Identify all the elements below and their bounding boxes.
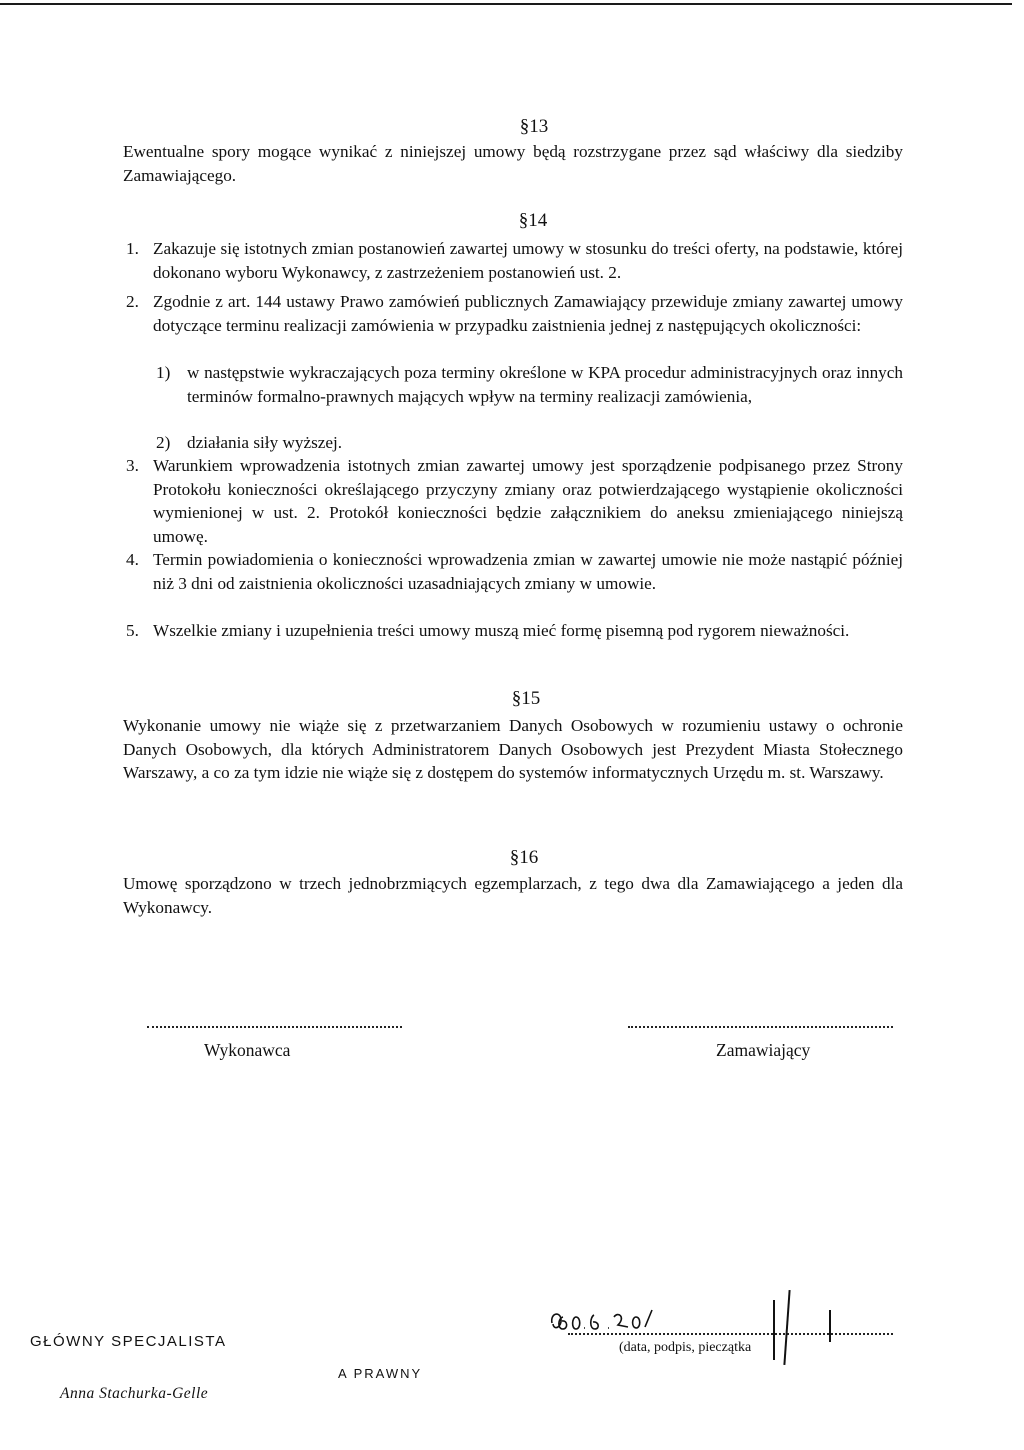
s14-p4-text: Termin powiadomienia o konieczności wprowadzenia zmian w zawartej umowie nie może nastąpić później niż 3 dni od zaistnienia okoliczności uzasadniających zmiany w umowie. xyxy=(153,550,903,593)
section-15-heading: §15 xyxy=(511,688,541,709)
s14-p2-text: Zgodnie z art. 144 ustawy Prawo zamówień publicznych Zamawiający przewiduje zmiany zawartej umowy dotyczące terminu realizacji zamówienia w przypadku zaistnienia jednej z następujących okoliczności: xyxy=(153,292,903,335)
section-15-text: Wykonanie umowy nie wiąże się z przetwarzaniem Danych Osobowych w rozumieniu ustawy o ochronie Danych Osobowych, dla których Administratorem Danych Osobowych jest Prezydent Miasta Stołecznego Warszawy, a co za tym idzie nie wiąże się z dostępem do systemów informatycznych Urzędu m. st. Warszawy. xyxy=(123,716,903,782)
s14-item2-text: działania siły wyższej. xyxy=(187,433,343,452)
contractor-signature-line xyxy=(147,1026,402,1028)
section-13-heading: §13 xyxy=(519,116,549,137)
contractor-label: Wykonawca xyxy=(204,1040,291,1060)
date-caption: (data, podpis, pieczątka xyxy=(619,1340,752,1355)
section-16-text: Umowę sporządzono w trzech jednobrzmiących egzemplarzach, z tego dwa dla Zamawiającego a jeden dla Wykonawcy. xyxy=(123,874,903,917)
top-border-line xyxy=(0,3,1012,5)
section-16-heading: §16 xyxy=(509,847,539,868)
stamp-mark xyxy=(829,1310,831,1342)
stamp-border-right xyxy=(783,1290,790,1365)
stamp-name: Anna Stachurka-Gelle xyxy=(60,1385,209,1402)
s14-p2-number: 2. xyxy=(126,292,139,311)
section-14-heading: §14 xyxy=(518,210,548,231)
s14-p3-number: 3. xyxy=(126,456,139,475)
stamp-partial-text: A PRAWNY xyxy=(338,1366,423,1381)
orderer-signature-line xyxy=(628,1026,893,1028)
stamp-title: GŁÓWNY SPECJALISTA xyxy=(30,1333,227,1350)
date-signature-line xyxy=(568,1333,893,1335)
orderer-label: Zamawiający xyxy=(716,1040,811,1060)
s14-p5-number: 5. xyxy=(126,621,139,640)
s14-p4-number: 4. xyxy=(126,550,139,569)
s14-p1-text: Zakazuje się istotnych zmian postanowień zawartej umowy w stosunku do treści oferty, na podstawie, której dokonano wyboru Wykonawcy, z zastrzeżeniem postanowień ust. 2. xyxy=(153,239,903,282)
s14-p1-number: 1. xyxy=(126,239,139,258)
s14-p5-text: Wszelkie zmiany i uzupełnienia treści umowy muszą mieć formę pisemną pod rygorem nieważności. xyxy=(153,621,850,640)
handwritten-date-image xyxy=(548,1305,748,1345)
s14-p3-text: Warunkiem wprowadzenia istotnych zmian zawartej umowy jest sporządzenie podpisanego przez Strony Protokołu konieczności określającego przyczyny zmiany oraz potwierdzającego wystąpienie okoliczności wymienionej w ust. 2. Protokół konieczności będzie załącznikiem do aneksu zmieniającego niniejszą umowę. xyxy=(153,456,903,546)
s14-item1-number: 1) xyxy=(156,363,171,382)
section-13-text: Ewentualne spory mogące wynikać z niniejszej umowy będą rozstrzygane przez sąd właściwy dla siedziby Zamawiającego. xyxy=(123,142,903,185)
stamp-border-left xyxy=(773,1300,775,1360)
s14-item1-text: w następstwie wykraczających poza terminy określone w KPA procedur administracyjnych oraz innych terminów formalno-prawnych mających wpływ na terminy realizacji zamówienia, xyxy=(187,363,903,406)
s14-item2-number: 2) xyxy=(156,433,171,452)
